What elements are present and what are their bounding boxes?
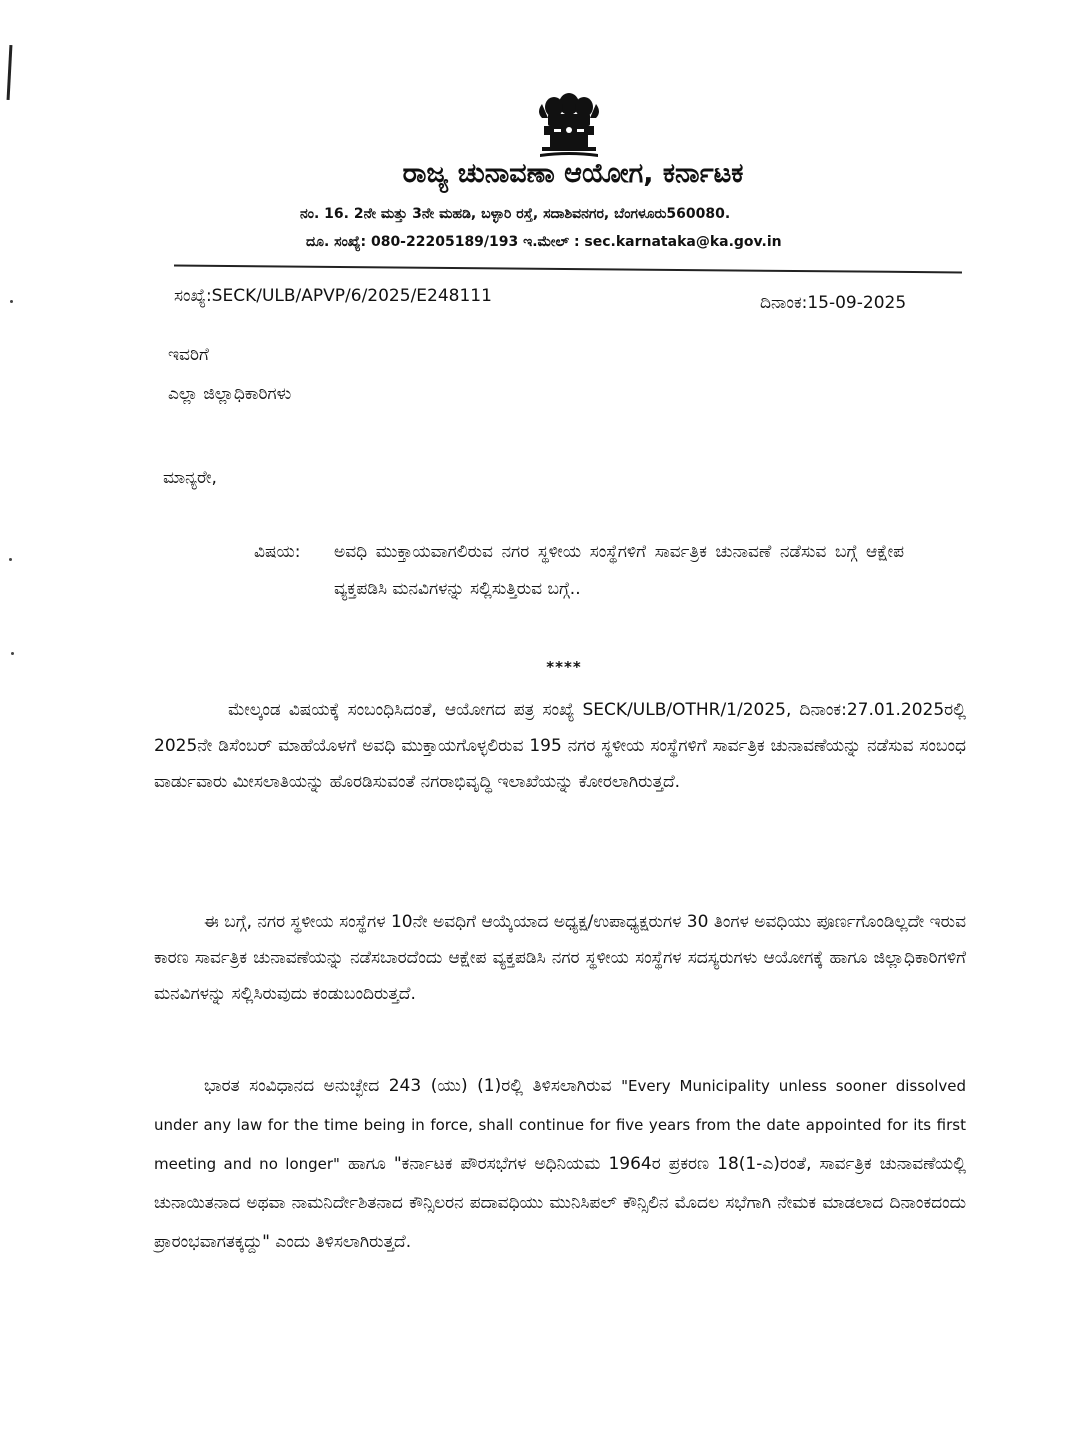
office-address: ನಂ. 16. 2ನೇ ಮತ್ತು 3ನೇ ಮಹಡಿ, ಬಳ್ಳಾರಿ ರಸ್ತೆ, ಸದಾಶಿವನಗರ, ಬೆಂಗಳೂರು560080. — [300, 206, 731, 222]
scan-speck — [11, 652, 14, 655]
para3-act-reference: ಹಾಗೂ "ಕರ್ನಾಟಕ ಪೌರಸಭೆಗಳ ಅಧಿನಿಯಮ 1964ರ ಪ್ರಕರಣ 18(1-ಎ)ರಂತೆ, ಸಾರ್ವತ್ರಿಕ ಚುನಾವಣೆಯಲ್ಲಿ ಚುನಾಯಿತನಾದ ಅಥವಾ ನಾಮನಿರ್ದೇಶಿತನಾದ ಕೌನ್ಸಿಲರನ ಪದಾವಧಿಯು ಮುನಿಸಿಪಲ್ ಕೌನ್ಸಿಲಿನ ಮೊದಲ ಸಭೆಗಾಗಿ ನೇಮಕ ಮಾಡಲಾದ ದಿನಾಂಕದಂದು ಪ್ರಾರಂಭವಾಗತಕ್ಕದ್ದು" ಎಂದು ತಿಳಿಸಲಾಗಿರುತ್ತದೆ. — [154, 1154, 966, 1252]
subject-label: ವಿಷಯ: — [254, 542, 301, 562]
addressee-label: ಇವರಿಗೆ — [168, 345, 209, 365]
reference-number: ಸಂಖ್ಯೆ:SECK/ULB/APVP/6/2025/E248111 — [174, 286, 492, 306]
office-contact: ದೂ. ಸಂಖ್ಯೆ: 080-22205189/193 ಇ.ಮೇಲ್ : sec.karnataka@ka.gov.in — [306, 234, 782, 250]
state-emblem-icon — [528, 82, 610, 160]
letter-date: ದಿನಾಂಕ:15-09-2025 — [760, 293, 907, 313]
header-divider — [174, 265, 962, 274]
salutation: ಮಾನ್ಯರೇ, — [163, 468, 217, 488]
scan-speck — [9, 558, 12, 561]
separator: **** — [546, 658, 582, 676]
addressee: ಎಲ್ಲಾ ಜಿಲ್ಲಾಧಿಕಾರಿಗಳು — [168, 384, 292, 404]
body-paragraph-1: ಮೇಲ್ಕಂಡ ವಿಷಯಕ್ಕೆ ಸಂಬಂಧಿಸಿದಂತೆ, ಆಯೋಗದ ಪತ್ರ ಸಂಖ್ಯೆ SECK/ULB/OTHR/1/2025, ದಿನಾಂಕ:27.01.2025ರಲ್ಲಿ 2025ನೇ ಡಿಸೆಂಬರ್ ಮಾಹೆಯೊಳಗೆ ಅವಧಿ ಮುಕ್ತಾಯಗೊಳ್ಳಲಿರುವ 195 ನಗರ ಸ್ಥಳೀಯ ಸಂಸ್ಥೆಗಳಿಗೆ ಸಾರ್ವತ್ರಿಕ ಚುನಾವಣೆಯನ್ನು ನಡೆಸುವ ಸಂಬಂಧ ವಾರ್ಡುವಾರು ಮೀಸಲಾತಿಯನ್ನು ಹೊರಡಿಸುವಂತೆ ನಗರಾಭಿವೃದ್ಧಿ ಇಲಾಖೆಯನ್ನು ಕೋರಲಾಗಿರುತ್ತದೆ. — [154, 700, 966, 792]
body-paragraph-3 — [154, 1067, 966, 1262]
para3-intro: ಭಾರತ ಸಂವಿಧಾನದ ಅನುಚ್ಛೇದ 243 (ಯು) (1)ರಲ್ಲಿ ತಿಳಿಸಲಾಗಿರುವ — [204, 1076, 612, 1096]
scan-edge-mark — [7, 45, 13, 100]
constitution-quote: "Every Municipality unless sooner dissolved under any law for the time being in force, shall continue for five years from the date appointed for its first meeting and no longer" — [154, 1077, 966, 1173]
subject-text: ಅವಧಿ ಮುಕ್ತಾಯವಾಗಲಿರುವ ನಗರ ಸ್ಥಳೀಯ ಸಂಸ್ಥೆಗಳಿಗೆ ಸಾರ್ವತ್ರಿಕ ಚುನಾವಣೆ ನಡೆಸುವ ಬಗ್ಗೆ ಆಕ್ಷೇಪ ವ್ಯಕ್ತಪಡಿಸಿ ಮನವಿಗಳನ್ನು ಸಲ್ಲಿಸುತ್ತಿರುವ ಬಗ್ಗೆ.. — [334, 542, 904, 599]
body-paragraph-2: ಈ ಬಗ್ಗೆ, ನಗರ ಸ್ಥಳೀಯ ಸಂಸ್ಥೆಗಳ 10ನೇ ಅವಧಿಗೆ ಆಯ್ಕೆಯಾದ ಅಧ್ಯಕ್ಷ/ಉಪಾಧ್ಯಕ್ಷರುಗಳ 30 ತಿಂಗಳ ಅವಧಿಯು ಪೂರ್ಣಗೊಂಡಿಲ್ಲದೇ ಇರುವ ಕಾರಣ ಸಾರ್ವತ್ರಿಕ ಚುನಾವಣೆಯನ್ನು ನಡೆಸಬಾರದೆಂದು ಆಕ್ಷೇಪ ವ್ಯಕ್ತಪಡಿಸಿ ನಗರ ಸ್ಥಳೀಯ ಸಂಸ್ಥೆಗಳ ಸದಸ್ಯರುಗಳು ಆಯೋಗಕ್ಕೆ ಹಾಗೂ ಜಿಲ್ಲಾಧಿಕಾರಿಗಳಿಗೆ ಮನವಿಗಳನ್ನು ಸಲ್ಲಿಸಿರುವುದು ಕಂಡುಬಂದಿರುತ್ತದೆ. — [154, 912, 966, 1004]
scan-speck — [10, 300, 13, 303]
office-title: ರಾಜ್ಯ ಚುನಾವಣಾ ಆಯೋಗ, ಕರ್ನಾಟಕ — [402, 158, 744, 189]
